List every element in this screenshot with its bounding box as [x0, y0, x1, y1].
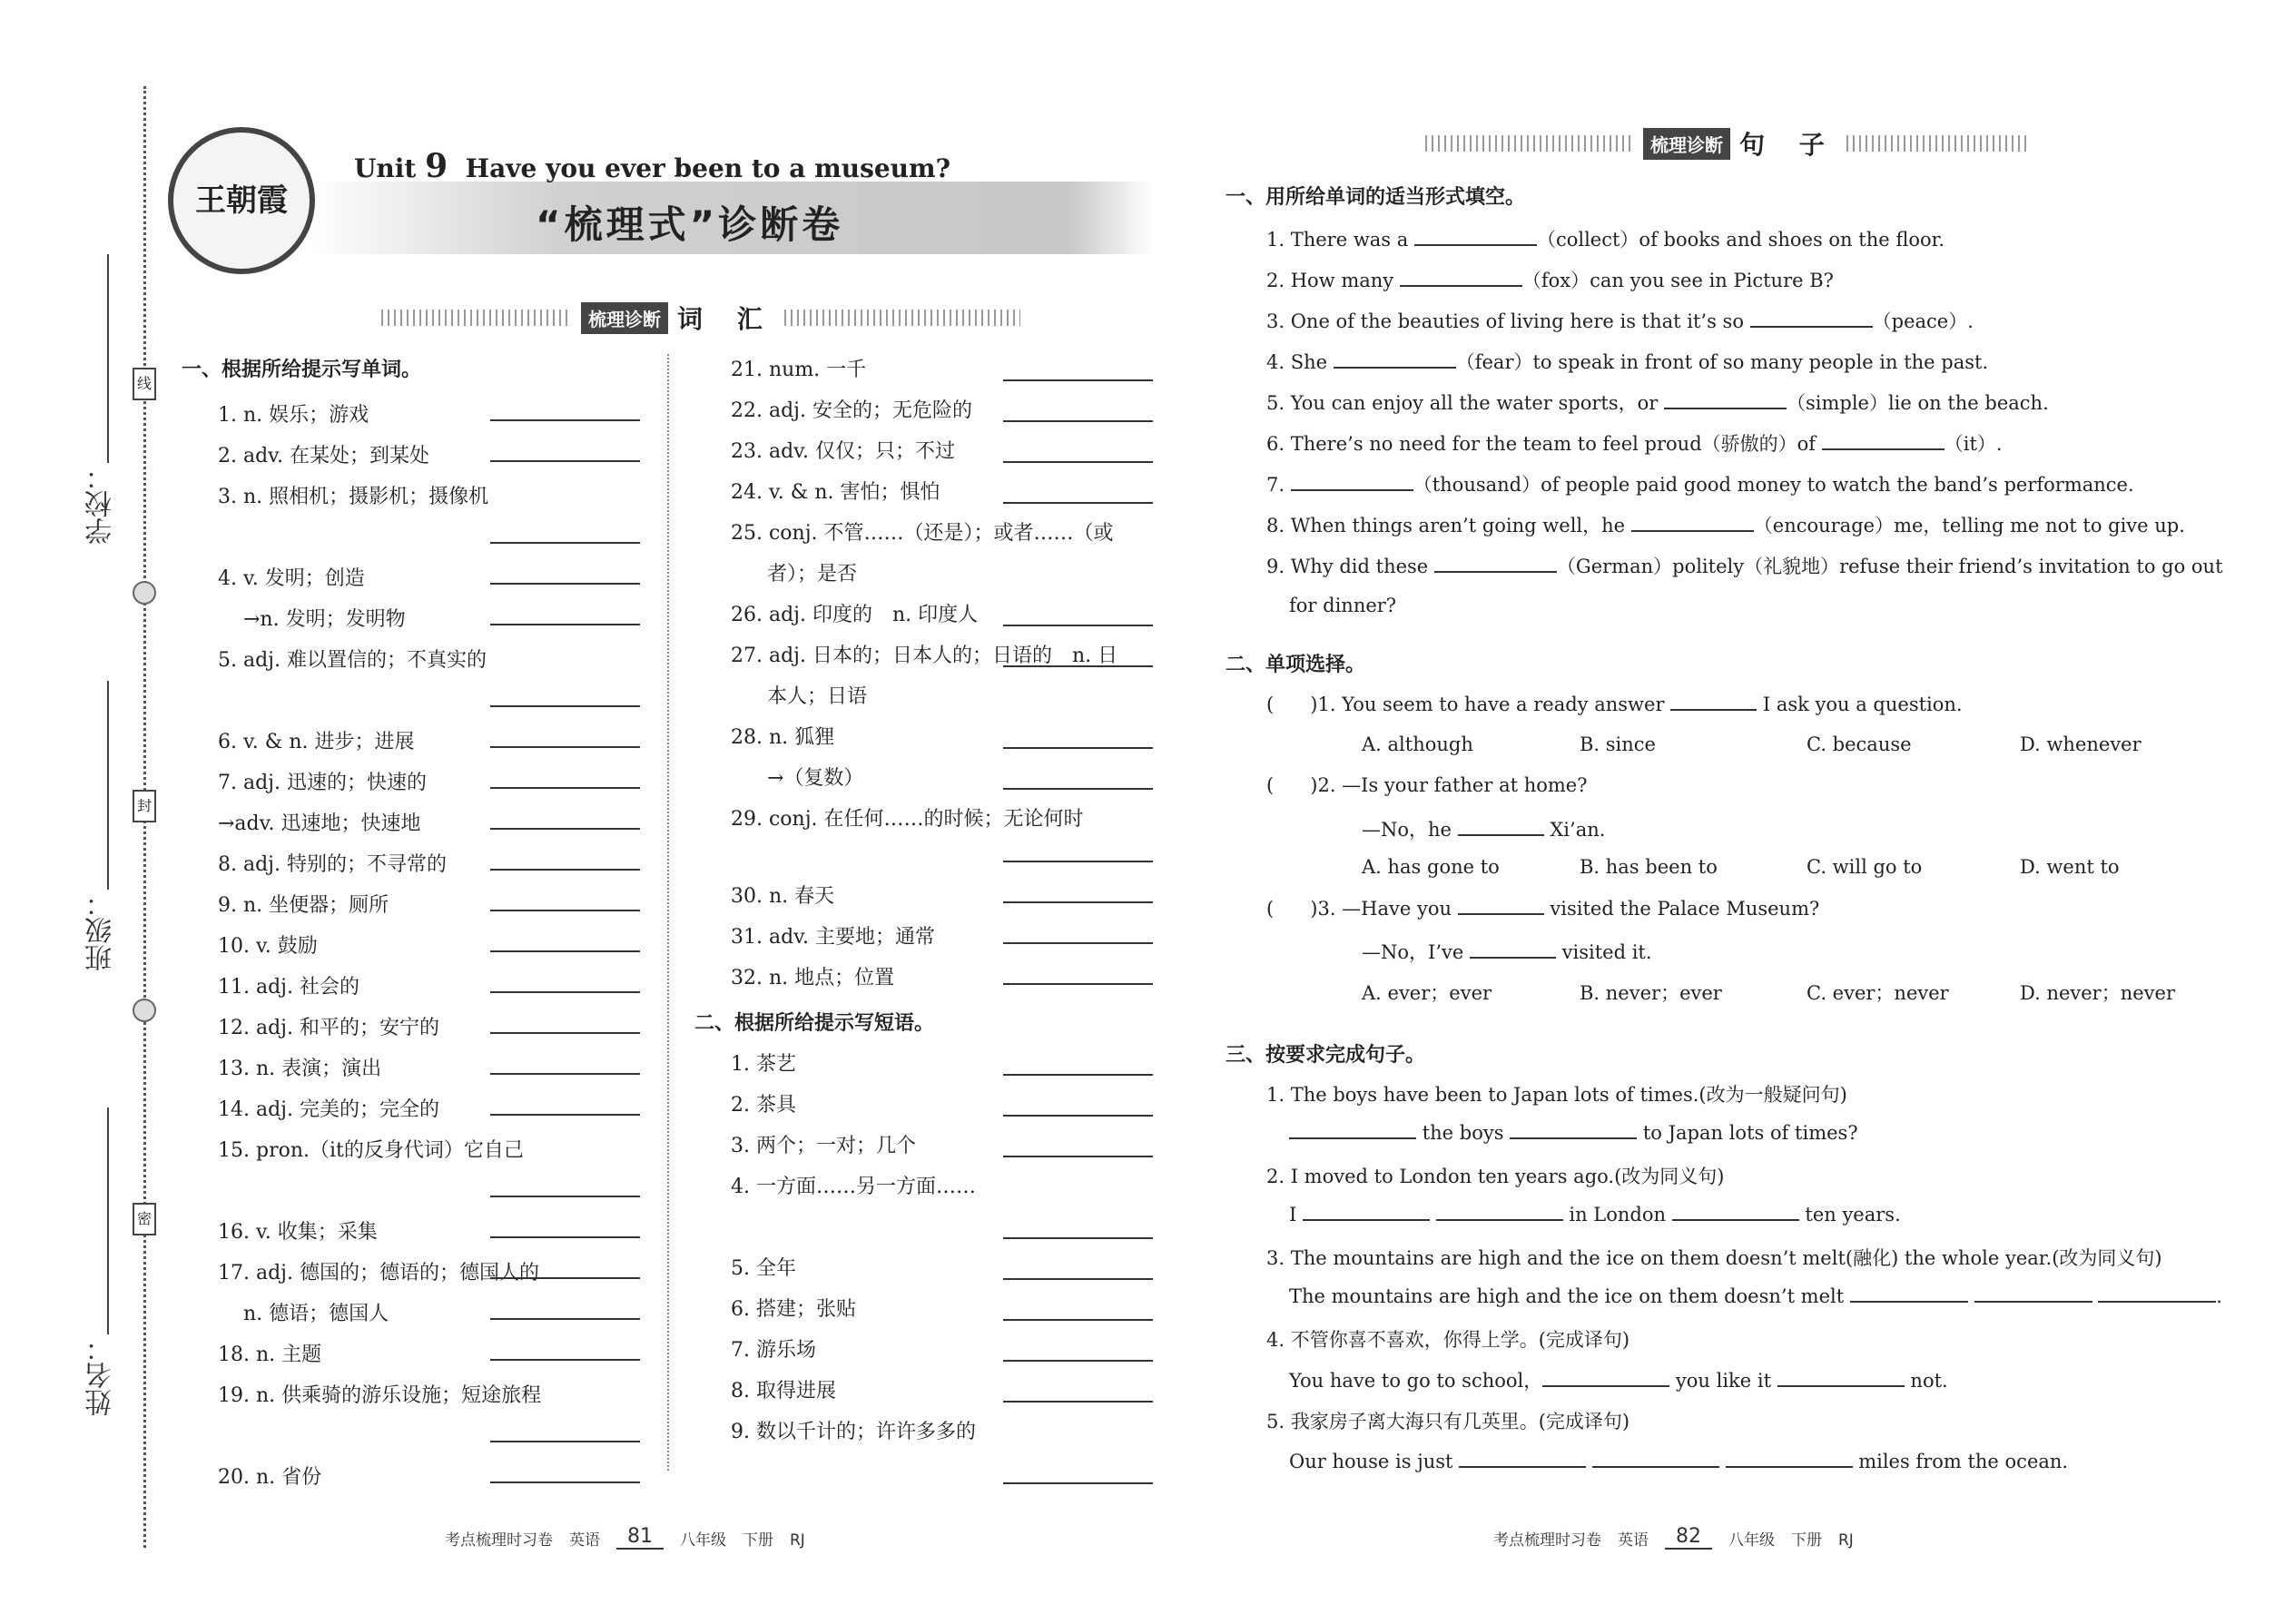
complete-s4: 4. 不管你喜不喜欢，你得上学。(完成译句): [1266, 1329, 1630, 1351]
vocab-item: 19. n. 供乘骑的游乐设施；短途旅程: [218, 1384, 542, 1407]
vocab-item: 13. n. 表演；演出: [218, 1058, 382, 1080]
answer-blank[interactable]: [490, 705, 640, 707]
vocab-item: 23. adv. 仅仅；只；不过: [731, 440, 955, 463]
name-label: 姓名：: [85, 1334, 117, 1416]
vocab-item: →（复数）: [767, 767, 864, 790]
choice-title: 二、单项选择。: [1226, 654, 1366, 676]
answer-blank[interactable]: [1436, 1203, 1563, 1221]
vocab-item: 8. adj. 特别的；不寻常的: [218, 853, 447, 876]
seal-feng: 封: [133, 790, 156, 822]
vocab-item: 14. adj. 完美的；完全的: [218, 1098, 439, 1121]
vocab-item: 1. n. 娱乐；游戏: [218, 404, 369, 427]
option-c[interactable]: C. will go to: [1807, 856, 1923, 878]
vocab-item: 28. n. 狐狸: [731, 726, 835, 749]
seal-xian: 线: [133, 368, 156, 400]
page-number: 81: [616, 1525, 664, 1550]
sentence-header: 梳理诊断 句 子: [1425, 130, 2028, 157]
fill-item: 7. （thousand）of people paid good money to watch the band’s performance.: [1266, 474, 2134, 496]
answer-blank[interactable]: [1434, 555, 1557, 573]
option-b[interactable]: B. never；ever: [1580, 982, 1722, 1004]
vocab-item: 30. n. 春天: [731, 885, 835, 908]
answer-blank[interactable]: [2098, 1284, 2216, 1303]
answer-blank[interactable]: [1726, 1450, 1853, 1468]
answer-blank[interactable]: [1672, 1203, 1799, 1221]
vocab-item: 27. adj. 日本的；日本人的；日语的 n. 日: [731, 645, 1118, 667]
answer-blank[interactable]: [1470, 940, 1556, 959]
choice-q2: ( )2. —Is your father at home?: [1266, 774, 1588, 796]
vocab-item: →n. 发明；发明物: [243, 608, 406, 631]
vocab-item: →adv. 迅速地；快速地: [218, 812, 421, 835]
answer-blank[interactable]: [1003, 665, 1153, 667]
answer-blank[interactable]: [1850, 1284, 1968, 1303]
complete-s3: 3. The mountains are high and the ice on them doesn’t melt(融化) the whole year.(改为同义句): [1266, 1247, 2162, 1269]
phrase-item: 1. 茶艺: [731, 1053, 796, 1076]
answer-blank[interactable]: [1592, 1450, 1719, 1468]
class-label: 班级：: [85, 890, 117, 971]
footer-right: 考点梳理时习卷 英语 82 八年级 下册 RJ: [1493, 1525, 1854, 1550]
brand-logo: 王朝霞: [168, 127, 315, 274]
answer-blank[interactable]: [1003, 901, 1153, 903]
vocab-header: 梳理诊断 词 汇: [381, 304, 1020, 331]
answer-blank[interactable]: [1003, 625, 1153, 626]
answer-blank[interactable]: [490, 1196, 640, 1197]
phrase-item: 3. 两个；一对；几个: [731, 1135, 916, 1157]
option-d[interactable]: D. went to: [2020, 856, 2120, 878]
answer-blank[interactable]: [490, 419, 640, 421]
fill-item: 9. Why did these （German）politely（礼貌地）refuse their friend’s invitation to go out: [1266, 556, 2223, 577]
fill-item: 5. You can enjoy all the water sports，or （simple）lie on the beach.: [1266, 392, 2049, 414]
answer-blank[interactable]: [490, 1359, 640, 1361]
complete-s5-ans: Our house is just miles from the ocean.: [1289, 1451, 2069, 1472]
vocab-item: 20. n. 省份: [218, 1466, 322, 1489]
complete-title: 三、按要求完成句子。: [1226, 1044, 1426, 1067]
fill-q9-cont: for dinner?: [1289, 595, 1397, 616]
vocab-item: 9. n. 坐便器；厕所: [218, 894, 389, 917]
seal-icon: [133, 581, 156, 605]
answer-blank[interactable]: [1003, 747, 1153, 749]
answer-blank[interactable]: [490, 542, 640, 544]
answer-blank[interactable]: [490, 869, 640, 871]
answer-blank[interactable]: [490, 1114, 640, 1116]
answer-blank[interactable]: [1003, 1278, 1153, 1280]
answer-blank[interactable]: [1458, 818, 1544, 836]
page-title: “梳理式”诊断卷: [536, 202, 844, 247]
answer-blank[interactable]: [1003, 1360, 1153, 1362]
answer-blank[interactable]: [1750, 310, 1873, 328]
fill-item: 1. There was a （collect）of books and shoes on the floor.: [1266, 229, 1945, 251]
vocab-item: 31. adv. 主要地；通常: [731, 926, 935, 949]
option-d[interactable]: D. whenever: [2020, 733, 2141, 755]
vocab-item: 22. adj. 安全的；无危险的: [731, 399, 972, 422]
answer-blank[interactable]: [1664, 391, 1787, 409]
answer-blank[interactable]: [1414, 228, 1537, 246]
vocab-item: 本人；日语: [767, 685, 868, 708]
vocab-item: 25. conj. 不管……（还是）；或者……（或: [731, 522, 1114, 545]
answer-blank[interactable]: [1289, 1121, 1416, 1139]
answer-blank[interactable]: [490, 583, 640, 585]
answer-blank[interactable]: [490, 828, 640, 830]
page-number: 82: [1665, 1525, 1712, 1550]
vocab-item: 17. adj. 德国的；德语的；德国人的: [218, 1262, 539, 1284]
fill-title: 一、用所给单词的适当形式填空。: [1226, 186, 1526, 209]
complete-s1-ans: the boys to Japan lots of times?: [1289, 1121, 1858, 1144]
school-line: [107, 254, 109, 463]
vocab-item: 32. n. 地点；位置: [731, 967, 895, 989]
option-b[interactable]: B. has been to: [1580, 856, 1718, 878]
vocab-item: 16. v. 收集；采集: [218, 1221, 378, 1244]
choice-q2-line2: —No，he Xi’an.: [1362, 819, 1606, 841]
name-line: [107, 1107, 109, 1334]
phrase-item: 8. 取得进展: [731, 1380, 836, 1403]
complete-s2-ans: I in London ten years.: [1289, 1204, 1901, 1225]
footer-left: 考点梳理时习卷 英语 81 八年级 下册 RJ: [445, 1525, 805, 1550]
fill-item: 2. How many （fox）can you see in Picture B?: [1266, 270, 1834, 291]
vocab-item: 7. adj. 迅速的；快速的: [218, 772, 427, 794]
option-c[interactable]: C. ever；never: [1807, 982, 1949, 1004]
phrase-item: 5. 全年: [731, 1257, 796, 1280]
option-a[interactable]: A. although: [1362, 733, 1473, 755]
answer-blank[interactable]: [1003, 379, 1153, 381]
unit-title: Unit 9 Have you ever been to a museum?: [354, 147, 951, 185]
answer-blank[interactable]: [1974, 1284, 2092, 1303]
part1-title: 一、根据所给提示写单词。: [182, 359, 422, 381]
answer-blank[interactable]: [490, 1481, 640, 1483]
answer-blank[interactable]: [490, 746, 640, 748]
answer-blank[interactable]: [1400, 269, 1522, 287]
answer-blank[interactable]: [1510, 1121, 1637, 1139]
column-divider: [667, 354, 669, 1471]
complete-s1: 1. The boys have been to Japan lots of times.(改为一般疑问句): [1266, 1084, 1847, 1106]
answer-blank[interactable]: [490, 1441, 640, 1442]
class-line: [107, 681, 109, 890]
answer-blank[interactable]: [1003, 502, 1153, 504]
vocab-item: 24. v. & n. 害怕；惧怕: [731, 481, 940, 504]
answer-blank[interactable]: [490, 460, 640, 462]
answer-blank[interactable]: [1459, 1450, 1586, 1468]
fill-item: 4. She （fear）to speak in front of so many people in the past.: [1266, 351, 1989, 373]
answer-blank[interactable]: [490, 910, 640, 911]
answer-blank[interactable]: [1291, 473, 1413, 491]
answer-blank[interactable]: [490, 1236, 640, 1238]
answer-blank[interactable]: [490, 1073, 640, 1075]
answer-blank[interactable]: [1303, 1203, 1430, 1221]
seal-mi: 密: [133, 1203, 156, 1235]
phrase-item: 2. 茶具: [731, 1094, 796, 1117]
answer-blank[interactable]: [490, 787, 640, 789]
answer-blank[interactable]: [1003, 420, 1153, 422]
answer-blank[interactable]: [1334, 350, 1456, 369]
part2-title: 二、根据所给提示写短语。: [694, 1012, 935, 1035]
vocab-item: 10. v. 鼓励: [218, 935, 318, 958]
answer-blank[interactable]: [1670, 693, 1757, 711]
answer-blank[interactable]: [1003, 942, 1153, 944]
complete-s4-ans: You have to go to school， you like it not.: [1289, 1370, 1948, 1392]
complete-s2: 2. I moved to London ten years ago.(改为同义句): [1266, 1166, 1725, 1187]
option-d[interactable]: D. never；never: [2020, 982, 2176, 1004]
answer-blank[interactable]: [1003, 983, 1153, 985]
vocab-item: 2. adv. 在某处；到某处: [218, 445, 429, 468]
option-b[interactable]: B. since: [1580, 733, 1656, 755]
vocab-item: 29. conj. 在任何……的时候；无论何时: [731, 808, 1084, 831]
answer-blank[interactable]: [1003, 1115, 1153, 1117]
answer-blank[interactable]: [1631, 514, 1754, 532]
answer-blank[interactable]: [1003, 1237, 1153, 1239]
fill-item: 8. When things aren’t going well，he （encourage）me，telling me not to give up.: [1266, 515, 2185, 536]
vocab-item: 12. adj. 和平的；安宁的: [218, 1017, 439, 1039]
answer-blank[interactable]: [490, 624, 640, 625]
answer-blank[interactable]: [1542, 1369, 1669, 1387]
option-a[interactable]: A. ever；ever: [1362, 982, 1492, 1004]
answer-blank[interactable]: [1822, 432, 1944, 450]
school-label: 学校：: [85, 463, 117, 545]
vocab-item: n. 德语；德国人: [243, 1303, 389, 1325]
vocab-item: 4. v. 发明；创造: [218, 567, 365, 590]
answer-blank[interactable]: [1003, 461, 1153, 463]
answer-blank[interactable]: [1777, 1369, 1905, 1387]
vocab-item: 18. n. 主题: [218, 1343, 322, 1366]
vocab-item: 26. adj. 印度的 n. 印度人: [731, 604, 979, 626]
vocab-item: 6. v. & n. 进步；进展: [218, 731, 415, 753]
fill-item: 3. One of the beauties of living here is that it’s so （peace）.: [1266, 310, 1974, 332]
choice-q3: ( )3. —Have you visited the Palace Museum?: [1266, 898, 1820, 920]
vocab-item: 15. pron.（it的反身代词）它自己: [218, 1139, 524, 1162]
vocab-item: 者）；是否: [767, 563, 858, 586]
answer-blank[interactable]: [490, 1277, 640, 1279]
answer-blank[interactable]: [490, 950, 640, 952]
fill-item: 6. There’s no need for the team to feel proud（骄傲的）of （it）.: [1266, 433, 2003, 455]
answer-blank[interactable]: [490, 1318, 640, 1320]
phrase-item: 6. 搭建；张贴: [731, 1298, 856, 1321]
answer-blank[interactable]: [1003, 1156, 1153, 1157]
answer-blank[interactable]: [1003, 1319, 1153, 1321]
vocab-item: 5. adj. 难以置信的；不真实的: [218, 649, 487, 672]
answer-blank[interactable]: [1003, 788, 1153, 790]
choice-q3-line2: —No，I’ve visited it.: [1362, 941, 1652, 963]
vocab-item: 11. adj. 社会的: [218, 976, 359, 999]
option-a[interactable]: A. has gone to: [1362, 856, 1500, 878]
answer-blank[interactable]: [1003, 1482, 1153, 1484]
phrase-item: 7. 游乐场: [731, 1339, 816, 1362]
answer-blank[interactable]: [1003, 1401, 1153, 1403]
phrase-item: 4. 一方面……另一方面……: [731, 1176, 976, 1198]
choice-q1: ( )1. You seem to have a ready answer I ask you a question.: [1266, 694, 1963, 715]
phrase-item: 9. 数以千计的；许许多多的: [731, 1421, 976, 1443]
complete-s5: 5. 我家房子离大海只有几英里。(完成译句): [1266, 1411, 1630, 1432]
answer-blank[interactable]: [490, 1032, 640, 1034]
vocab-item: 3. n. 照相机；摄影机；摄像机: [218, 486, 489, 508]
answer-blank[interactable]: [1458, 897, 1544, 915]
vocab-item: 21. num. 一千: [731, 359, 867, 381]
answer-blank[interactable]: [1003, 861, 1153, 862]
option-c[interactable]: C. because: [1807, 733, 1912, 755]
answer-blank[interactable]: [490, 991, 640, 993]
seal-icon: [133, 999, 156, 1022]
answer-blank[interactable]: [1003, 1074, 1153, 1076]
complete-s3-ans: The mountains are high and the ice on them doesn’t melt .: [1289, 1285, 2222, 1307]
